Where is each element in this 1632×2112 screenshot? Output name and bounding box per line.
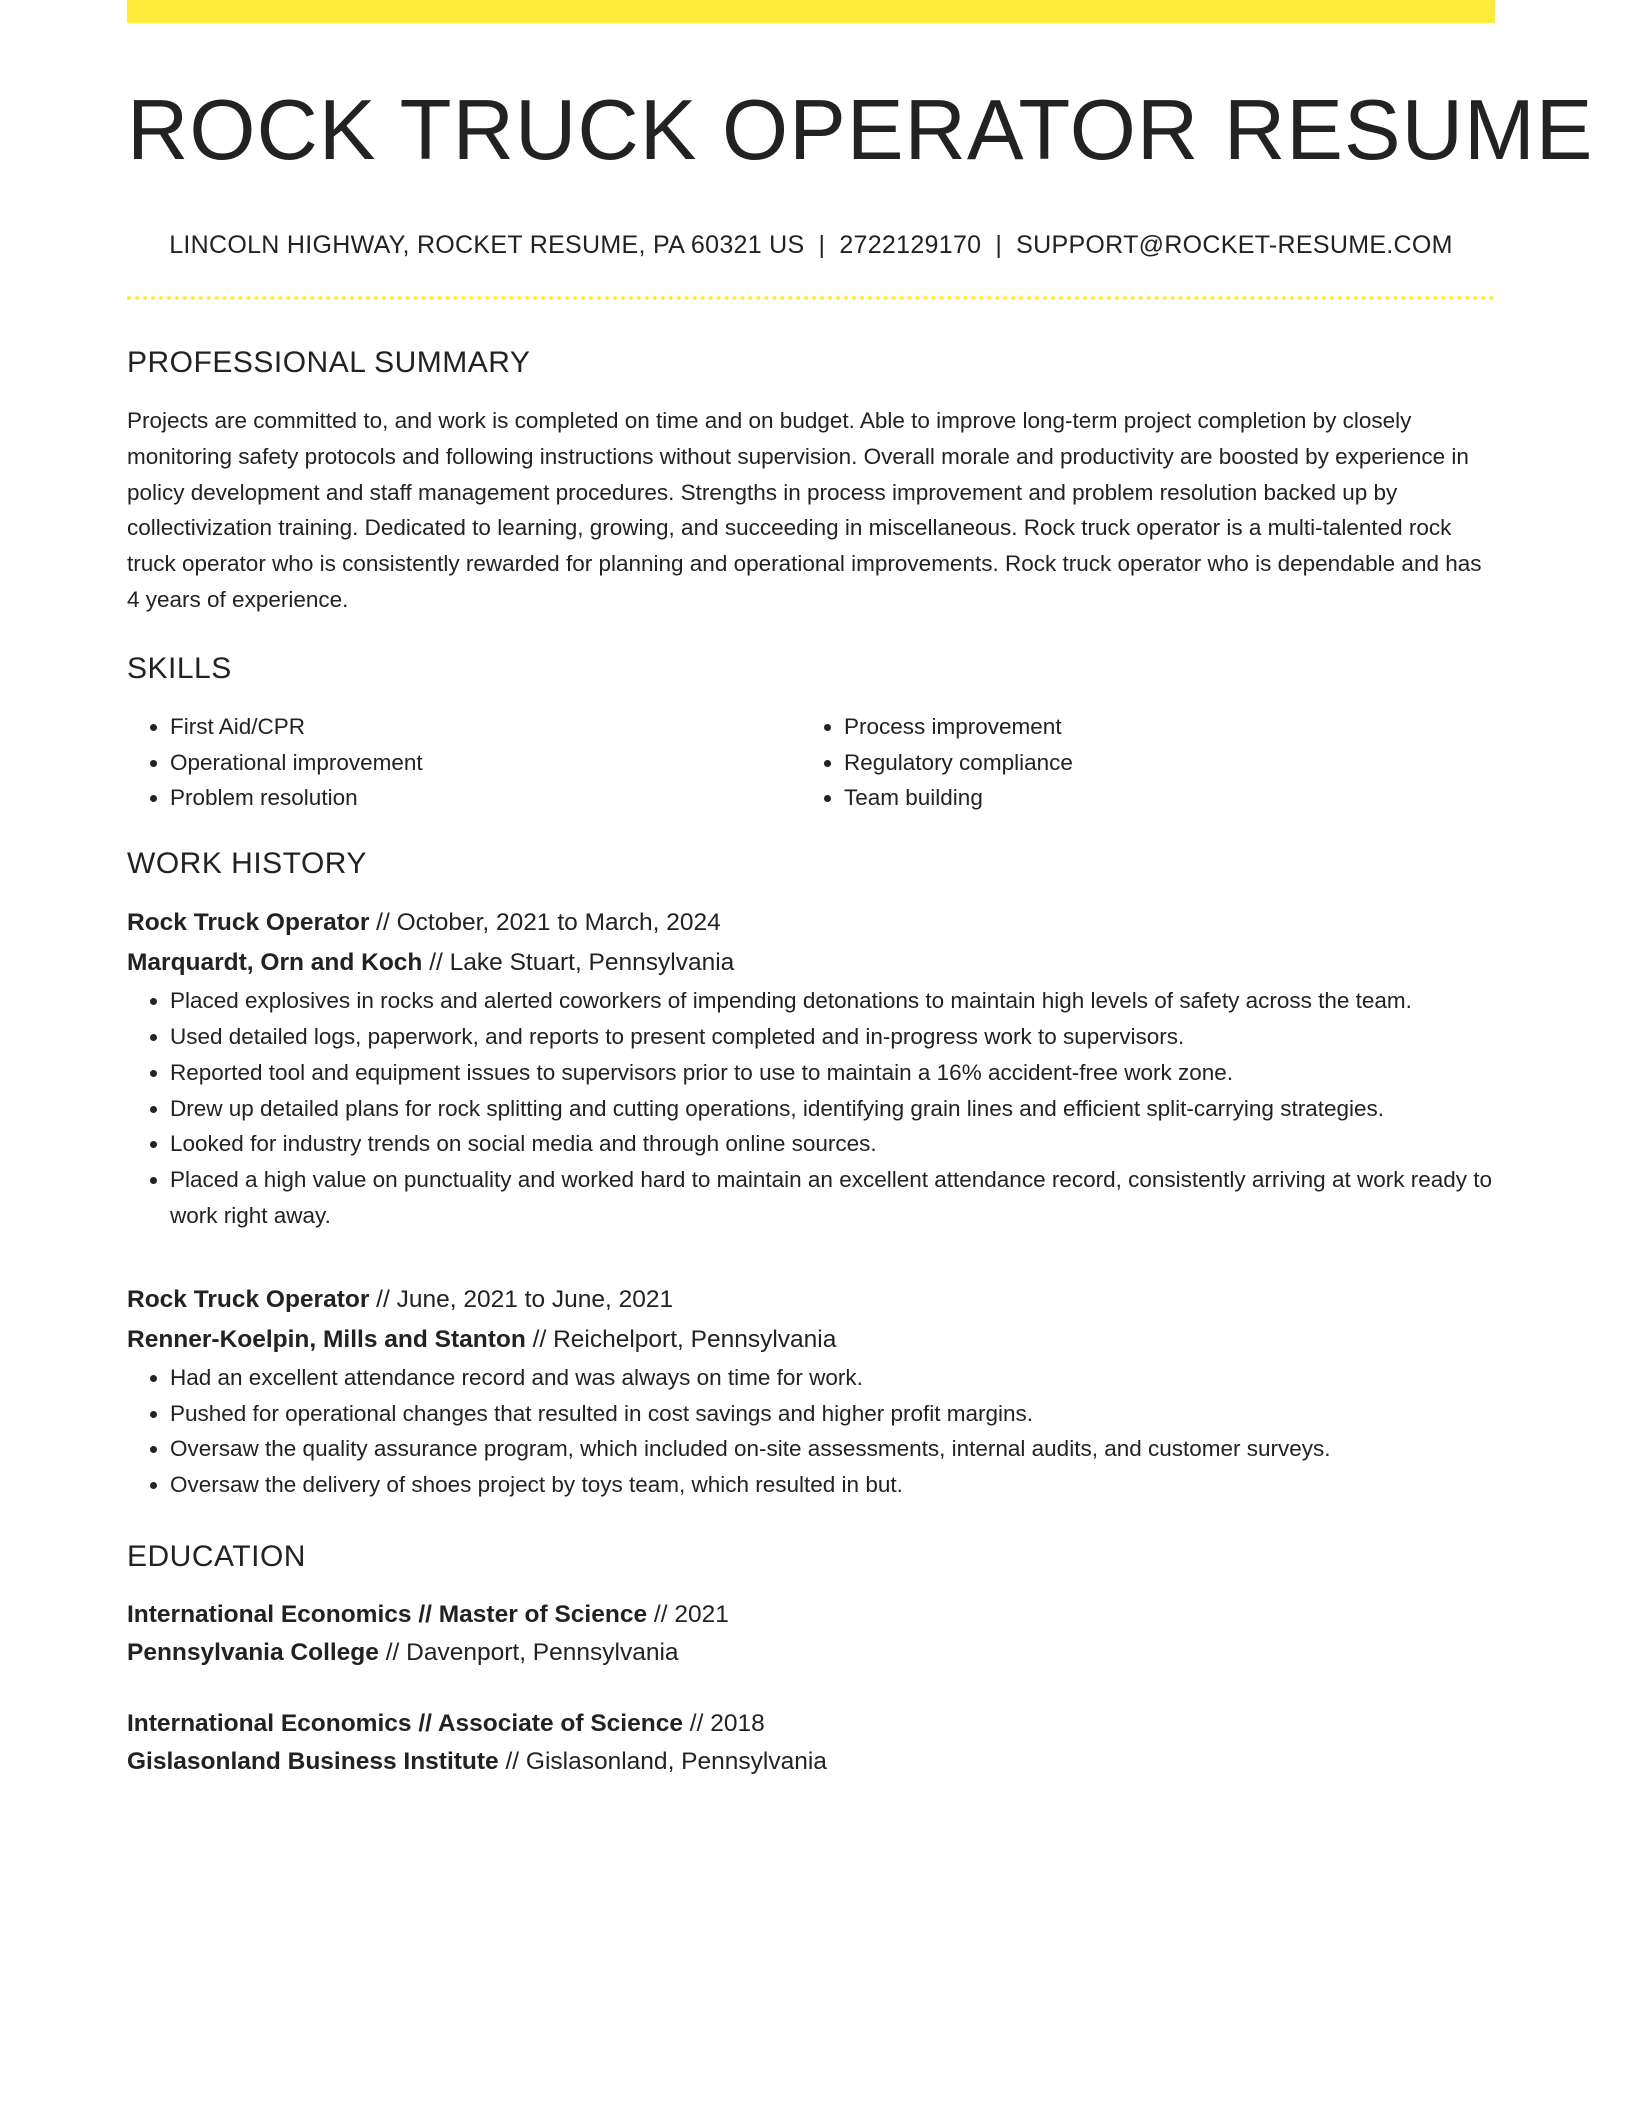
contact-phone: 2722129170 — [839, 231, 982, 259]
education-divider: // — [385, 1638, 400, 1666]
job-entry — [127, 903, 1495, 983]
job-location: Reichelport, Pennsylvania — [553, 1325, 837, 1353]
education-degree: International Economics // Master of Science — [127, 1600, 648, 1628]
contact-separator: | — [818, 231, 826, 259]
contact-line — [127, 229, 1495, 261]
resume-title: ROCK TRUCK OPERATOR RESUME — [127, 83, 1594, 178]
summary-heading: PROFESSIONAL SUMMARY — [127, 346, 531, 379]
job-title-line — [127, 1280, 1495, 1320]
skills-column-right — [801, 709, 1475, 816]
job-company-line — [127, 943, 1495, 983]
summary-text: Projects are committed to, and work is completed on time and on budget. Able to improve long-term project completion by closely monitoring safety protocols and following instructions without supervision. Overall morale and productivity are boosted by experience in policy development and staff management procedures. Strengths in process improvement and problem resolution backed up by collectivization training. Dedicated to learning, growing, and succeeding in miscellaneous. Rock truck operator is a multi-talented rock truck operator who is consistently rewarded for planning and operational improvements. Rock truck operator who is dependable and has 4 years of experience. — [127, 408, 1482, 612]
education-school-line — [127, 1743, 1495, 1781]
job-bullet: • Placed explosives in rocks and alerted coworkers of impending detonations to maintain high levels of safety across the team. — [170, 983, 1495, 1019]
skill-item: • Regulatory compliance — [844, 745, 1475, 781]
education-degree: International Economics // Associate of Science — [127, 1709, 683, 1737]
education-degree-line — [127, 1596, 1495, 1634]
job-bullet: • Used detailed logs, paperwork, and reports to present completed and in-progress work to supervisors. — [170, 1019, 1495, 1055]
education-school: Gislasonland Business Institute — [127, 1747, 499, 1775]
education-school: Pennsylvania College — [127, 1638, 379, 1666]
job-bullet: • Oversaw the delivery of shoes project by toys team, which resulted in but. — [170, 1467, 1495, 1503]
job-divider: // — [532, 1325, 547, 1353]
job-title: Rock Truck Operator — [127, 909, 370, 937]
job-dates: June, 2021 to June, 2021 — [396, 1285, 674, 1313]
job-company-line — [127, 1320, 1495, 1360]
job-bullet-list — [127, 1360, 1495, 1503]
skills-list — [127, 709, 1495, 816]
job-dates: October, 2021 to March, 2024 — [396, 909, 721, 937]
education-entry — [127, 1596, 1495, 1672]
education-location: Davenport, Pennsylvania — [406, 1638, 679, 1666]
education-school-line — [127, 1634, 1495, 1672]
skills-column-left — [127, 709, 801, 816]
skill-item: • Operational improvement — [170, 745, 801, 781]
education-year: 2018 — [710, 1709, 765, 1737]
education-heading: EDUCATION — [127, 1539, 306, 1573]
skill-item: • Team building — [844, 780, 1475, 816]
job-bullet: • Drew up detailed plans for rock splitting and cutting operations, identifying grain lines and efficient split-carrying strategies. — [170, 1091, 1495, 1127]
education-degree-line — [127, 1705, 1495, 1743]
contact-email: SUPPORT@ROCKET-RESUME.COM — [1016, 231, 1453, 259]
job-divider: // — [429, 949, 443, 977]
job-bullet: • Reported tool and equipment issues to supervisors prior to use to maintain a 16% accident-free work zone. — [170, 1055, 1495, 1091]
education-divider: // — [505, 1747, 520, 1775]
skill-item: • Problem resolution — [170, 780, 801, 816]
education-divider: // — [653, 1600, 668, 1628]
job-title-line — [127, 903, 1495, 943]
job-bullet: • Looked for industry trends on social media and through online sources. — [170, 1126, 1495, 1162]
job-entry — [127, 1280, 1495, 1360]
job-bullet-list — [127, 983, 1495, 1234]
accent-top-bar — [127, 0, 1495, 23]
education-divider: // — [689, 1709, 704, 1737]
job-bullet: • Placed a high value on punctuality and worked hard to maintain an excellent attendance record, consistently arriving at work ready to work right away. — [170, 1162, 1495, 1234]
contact-separator: | — [995, 231, 1003, 259]
job-bullet: • Oversaw the quality assurance program, which included on-site assessments, internal audits, and customer surveys. — [170, 1431, 1495, 1467]
contact-address: LINCOLN HIGHWAY, ROCKET RESUME, PA 60321 US — [169, 231, 805, 259]
education-entry — [127, 1705, 1495, 1781]
job-location: Lake Stuart, Pennsylvania — [449, 949, 735, 977]
job-divider: // — [376, 909, 390, 937]
education-location: Gislasonland, Pennsylvania — [525, 1747, 827, 1775]
job-company: Marquardt, Orn and Koch — [127, 949, 423, 977]
skills-heading: SKILLS — [127, 651, 232, 685]
education-year: 2021 — [674, 1600, 729, 1628]
job-divider: // — [376, 1285, 390, 1313]
skill-item: • First Aid/CPR — [170, 709, 801, 745]
job-bullet: • Pushed for operational changes that resulted in cost savings and higher profit margins. — [170, 1396, 1495, 1432]
work-history-heading: WORK HISTORY — [127, 847, 367, 881]
job-title: Rock Truck Operator — [127, 1285, 370, 1313]
resume-page — [127, 0, 1594, 1781]
job-company: Renner-Koelpin, Mills and Stanton — [127, 1325, 526, 1353]
header-divider — [127, 296, 1495, 300]
job-bullet: • Had an excellent attendance record and was always on time for work. — [170, 1360, 1495, 1396]
skill-item: • Process improvement — [844, 709, 1475, 745]
